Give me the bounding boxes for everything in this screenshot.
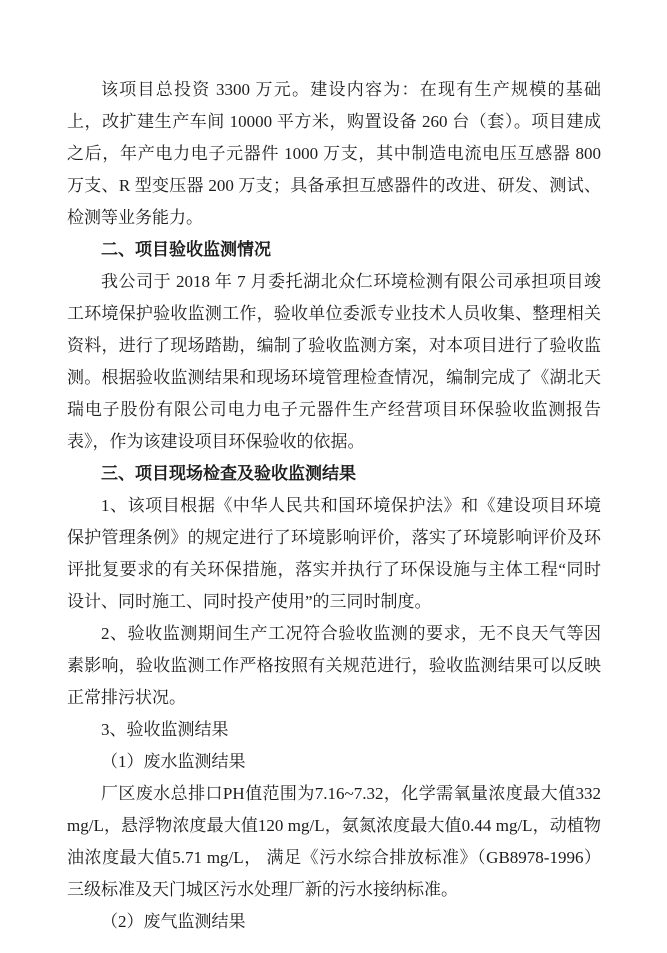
paragraph-subitem-2-exhaust-gas-results-title: （2）废气监测结果 bbox=[101, 912, 246, 931]
paragraph-item-2-monitoring-conditions: 2、验收监测期间生产工况符合验收监测的要求，无不良天气等因素影响，验收监测工作严格按照有关规范进行，验收监测结果可以反映正常排污状况。 bbox=[67, 624, 601, 707]
paragraph-wastewater-measurements: 厂区废水总排口PH值范围为7.16~7.32，化学需氧量浓度最大值332 mg/L，悬浮物浓度最大值120 mg/L，氨氮浓度最大值0.44 mg/L，动植物油浓度最大值5.71 mg/L， 满足《污水综合排放标准》（GB8978-1996）三级标准及天门城区污水处理厂新的污水接纳标准。 bbox=[67, 784, 601, 899]
heading-section-3-site-check-results: 三、项目现场检查及验收监测结果 bbox=[101, 464, 356, 483]
paragraph-subitem-1-wastewater-results-title: （1）废水监测结果 bbox=[101, 752, 246, 771]
paragraph-item-1-eia-compliance: 1、该项目根据《中华人民共和国环境保护法》和《建设项目环境保护管理条例》的规定进行了环境影响评价，落实了环境影响评价及环评批复要求的有关环保措施，落实并执行了环保设施与主体工程“同时设计、同时施工、同时投产使用”的三同时制度。 bbox=[67, 496, 601, 611]
paragraph-monitoring-commission: 我公司于 2018 年 7 月委托湖北众仁环境检测有限公司承担项目竣工环境保护验收监测工作，验收单位委派专业技术人员收集、整理相关资料，进行了现场踏勘，编制了验收监测方案，对本项目进行了验收监测。根据验收监测结果和现场环境管理检查情况，编制完成了《湖北天瑞电子股份有限公司电力电子元器件生产经营项目环保验收监测报告表》，作为该建设项目环保验收的依据。 bbox=[67, 272, 601, 451]
paragraph-item-3-monitoring-results: 3、验收监测结果 bbox=[101, 720, 229, 739]
paragraph-project-investment: 该项目总投资 3300 万元。建设内容为：在现有生产规模的基础上，改扩建生产车间 10000 平方米，购置设备 260 台（套）。项目建成之后，年产电力电子元器件 1000 万支，其中制造电流电压互感器 800 万支、R 型变压器 200 万支；具备承担互感器件的改进、研发、测试、检测等业务能力。 bbox=[67, 80, 601, 227]
document-body bbox=[67, 74, 601, 938]
heading-section-2-acceptance-monitoring: 二、项目验收监测情况 bbox=[101, 240, 271, 259]
